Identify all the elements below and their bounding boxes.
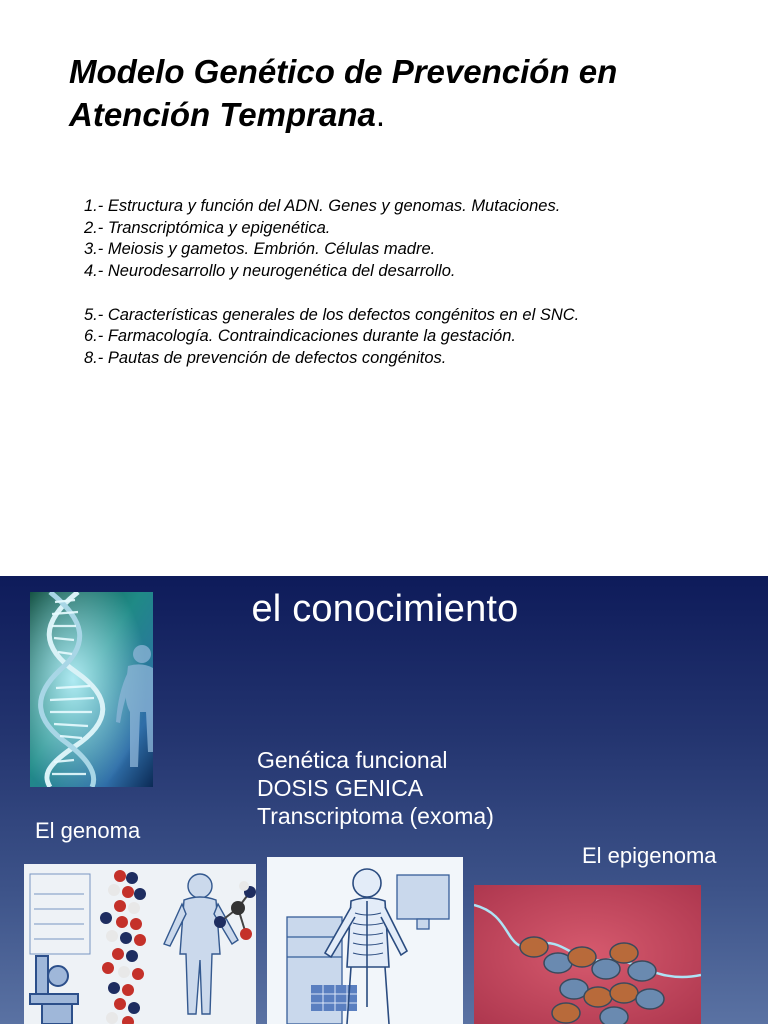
slide-2-heading	[0, 588, 768, 631]
epigenome-label: El epigenoma	[582, 843, 717, 868]
topic-item: 6.- Farmacología. Contraindicaciones durante la gestación.	[84, 327, 516, 346]
skeleton-lab-image	[267, 857, 463, 1024]
epigenome-nucleosome-image	[474, 885, 701, 1024]
slide-2-heading-text: el conocimiento	[251, 588, 519, 630]
topic-item: 3.- Meiosis y gametos. Embrión. Células madre.	[84, 240, 436, 259]
slide-title	[69, 50, 729, 136]
topics-list	[84, 196, 724, 370]
topic-item: 1.- Estructura y función del ADN. Genes y genomas. Mutaciones.	[84, 197, 561, 215]
functional-genetics-text	[257, 746, 557, 830]
topic-item: 5.- Características generales de los defectos congénitos en el SNC.	[84, 305, 580, 324]
genome-label: El genoma	[35, 818, 141, 843]
topic-item: 2.- Transcriptómica y epigenética.	[84, 218, 331, 237]
slide-2	[0, 576, 768, 1024]
genome-collage-image	[24, 864, 256, 1024]
topic-item: 4.- Neurodesarrollo y neurogenética del desarrollo.	[84, 262, 456, 281]
functional-line: DOSIS GENICA	[257, 775, 424, 801]
topic-item: 8.- Pautas de prevención de defectos congénitos.	[84, 348, 447, 367]
functional-line: Genética funcional	[257, 747, 448, 773]
slide-title-suffix: .	[375, 96, 386, 133]
slide-title-text: Modelo Genético de Prevención en Atención Temprana	[69, 53, 618, 133]
topics-spacer	[84, 283, 724, 305]
functional-line: Transcriptoma (exoma)	[257, 803, 494, 829]
